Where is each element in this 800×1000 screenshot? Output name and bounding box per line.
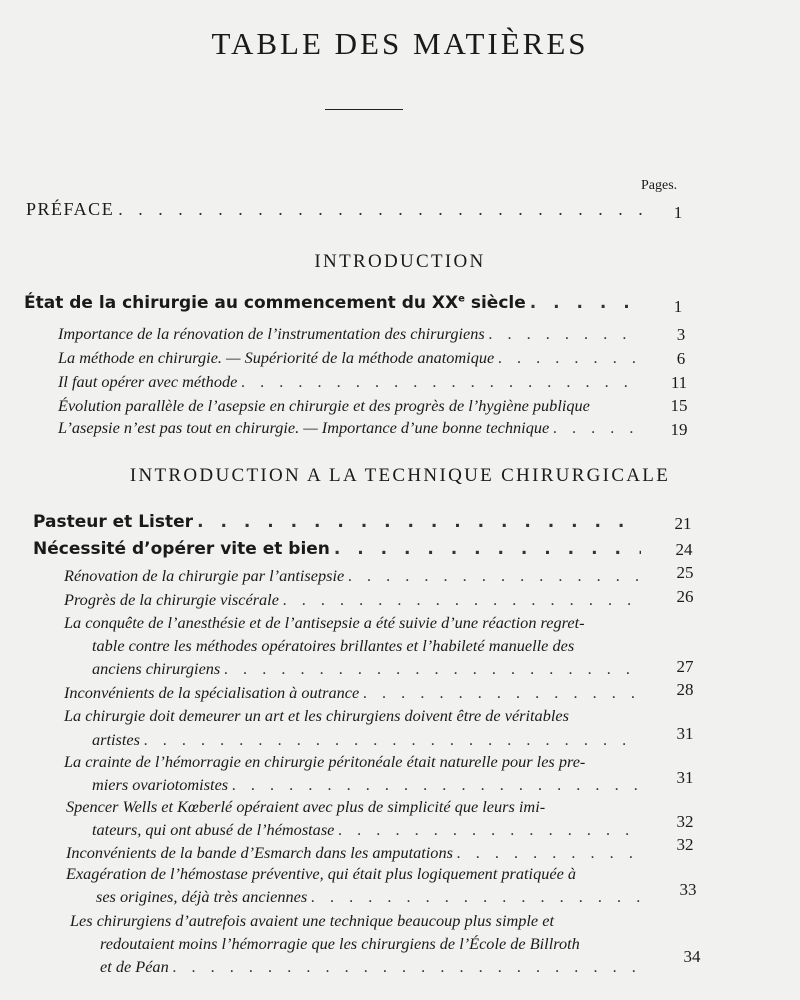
page-number: 32 <box>676 835 694 854</box>
page-number: 26 <box>676 587 694 606</box>
page-number: 31 <box>676 724 694 743</box>
entry-label: anciens chirurgiens <box>92 659 221 678</box>
pages-column-label: Pages. <box>641 178 678 193</box>
page-number: 1 <box>673 297 683 316</box>
leader-dots <box>457 843 640 863</box>
section-heading-introduction: INTRODUCTION <box>314 251 486 272</box>
toc-entry-line: La crainte de l’hémorragie en chirurgie péritonéale était naturelle pour les pre- <box>64 752 586 771</box>
entry-label: Importance de la rénovation de l’instrumentation des chirurgiens <box>58 324 485 343</box>
page-number: 33 <box>679 880 697 899</box>
toc-entry-main <box>33 512 645 532</box>
toc-entry-main <box>33 539 645 559</box>
leader-dots <box>338 820 640 840</box>
page-number: 19 <box>670 420 688 439</box>
leader-dots <box>498 348 639 368</box>
toc-entry <box>92 659 644 679</box>
toc-entry <box>58 396 658 416</box>
toc-entry-line: Exagération de l’hémostase préventive, qui était plus logiquement pratiquée à <box>66 864 577 883</box>
leader-dots <box>197 512 641 532</box>
toc-entry <box>64 683 644 703</box>
toc-entry-line: Spencer Wells et Kœberlé opéraient avec plus de simplicité que leurs imi- <box>66 797 546 816</box>
entry-label: tateurs, qui ont abusé de l’hémostase <box>92 820 335 839</box>
page-number: 3 <box>676 325 686 344</box>
leader-dots <box>283 590 640 610</box>
toc-entry-line: La chirurgie doit demeurer un art et les chirurgiens doivent être de véritables <box>64 706 569 725</box>
toc-entry <box>58 418 648 438</box>
toc-entry-preface <box>26 199 646 220</box>
page-number: 6 <box>676 349 686 368</box>
entry-label: artistes <box>92 730 140 749</box>
entry-label: et de Péan <box>100 957 169 976</box>
toc-entry <box>100 957 648 977</box>
entry-label: Inconvénients de la bande d’Esmarch dans les amputations <box>66 843 453 862</box>
toc-entry <box>64 566 644 586</box>
title-rule <box>325 109 403 110</box>
toc-entry-line: table contre les méthodes opératoires brillantes et l’habileté manuelle des <box>92 636 575 655</box>
page-number: 34 <box>683 947 701 966</box>
page-number: 32 <box>676 812 694 831</box>
leader-dots <box>489 324 639 344</box>
toc-entry <box>58 372 643 392</box>
entry-label: Progrès de la chirurgie viscérale <box>64 590 279 609</box>
toc-entry <box>92 820 644 840</box>
entry-label: La méthode en chirurgie. — Supériorité de la méthode anatomique <box>58 348 495 367</box>
leader-dots <box>144 730 640 750</box>
entry-label: Nécessité d’opérer vite et bien <box>33 539 330 559</box>
leader-dots <box>363 683 640 703</box>
entry-label: PRÉFACE <box>26 199 115 219</box>
toc-entry <box>58 348 643 368</box>
entry-label: État de la chirurgie au commencement du XX <box>24 293 459 313</box>
page-number: 31 <box>676 768 694 787</box>
toc-entry-main <box>24 293 644 313</box>
leader-dots <box>553 418 644 438</box>
toc-entry <box>92 730 644 750</box>
entry-label: Évolution parallèle de l’asepsie en chirurgie et des progrès de l’hygiène publique <box>58 396 590 415</box>
toc-entry-line: Les chirurgiens d’autrefois avaient une technique beaucoup plus simple et <box>70 911 554 930</box>
page-number: 1 <box>673 203 683 222</box>
page-title: TABLE DES MATIÈRES <box>211 26 589 61</box>
page-number: 28 <box>676 680 694 699</box>
leader-dots <box>118 199 642 220</box>
entry-label: miers ovariotomistes <box>92 775 229 794</box>
leader-dots <box>232 775 640 795</box>
toc-entry-line: La conquête de l’anesthésie et de l’antisepsie a été suivie d’une réaction regret- <box>64 613 585 632</box>
toc-entry <box>96 887 644 907</box>
page-number: 15 <box>670 396 688 415</box>
toc-entry <box>58 324 643 344</box>
leader-dots <box>530 293 640 313</box>
entry-label: Rénovation de la chirurgie par l’antisepsie <box>64 566 345 585</box>
toc-entry <box>66 843 644 863</box>
section-heading-technique: INTRODUCTION A LA TECHNIQUE CHIRURGICALE <box>129 465 671 486</box>
page-number: 21 <box>674 514 692 533</box>
toc-entry-line: redoutaient moins l’hémorragie que les chirurgiens de l’École de Billroth <box>100 934 580 953</box>
leader-dots <box>348 566 640 586</box>
page-number: 11 <box>670 373 688 392</box>
leader-dots <box>334 539 641 559</box>
entry-label: Il faut opérer avec méthode <box>58 372 238 391</box>
toc-entry <box>92 775 644 795</box>
superscript: e <box>458 293 465 305</box>
page-number: 27 <box>676 657 694 676</box>
page-number: 24 <box>675 540 693 559</box>
leader-dots <box>224 659 640 679</box>
leader-dots <box>173 957 644 977</box>
entry-label: Pasteur et Lister <box>33 512 194 532</box>
entry-label: ses origines, déjà très anciennes <box>96 887 308 906</box>
leader-dots <box>241 372 639 392</box>
page-number: 25 <box>676 563 694 582</box>
leader-dots <box>311 887 640 907</box>
entry-label: L’asepsie n’est pas tout en chirurgie. — Importance d’une bonne technique <box>58 418 550 437</box>
toc-entry <box>64 590 644 610</box>
entry-label-end: siècle <box>464 293 526 313</box>
entry-label: Inconvénients de la spécialisation à outrance <box>64 683 360 702</box>
